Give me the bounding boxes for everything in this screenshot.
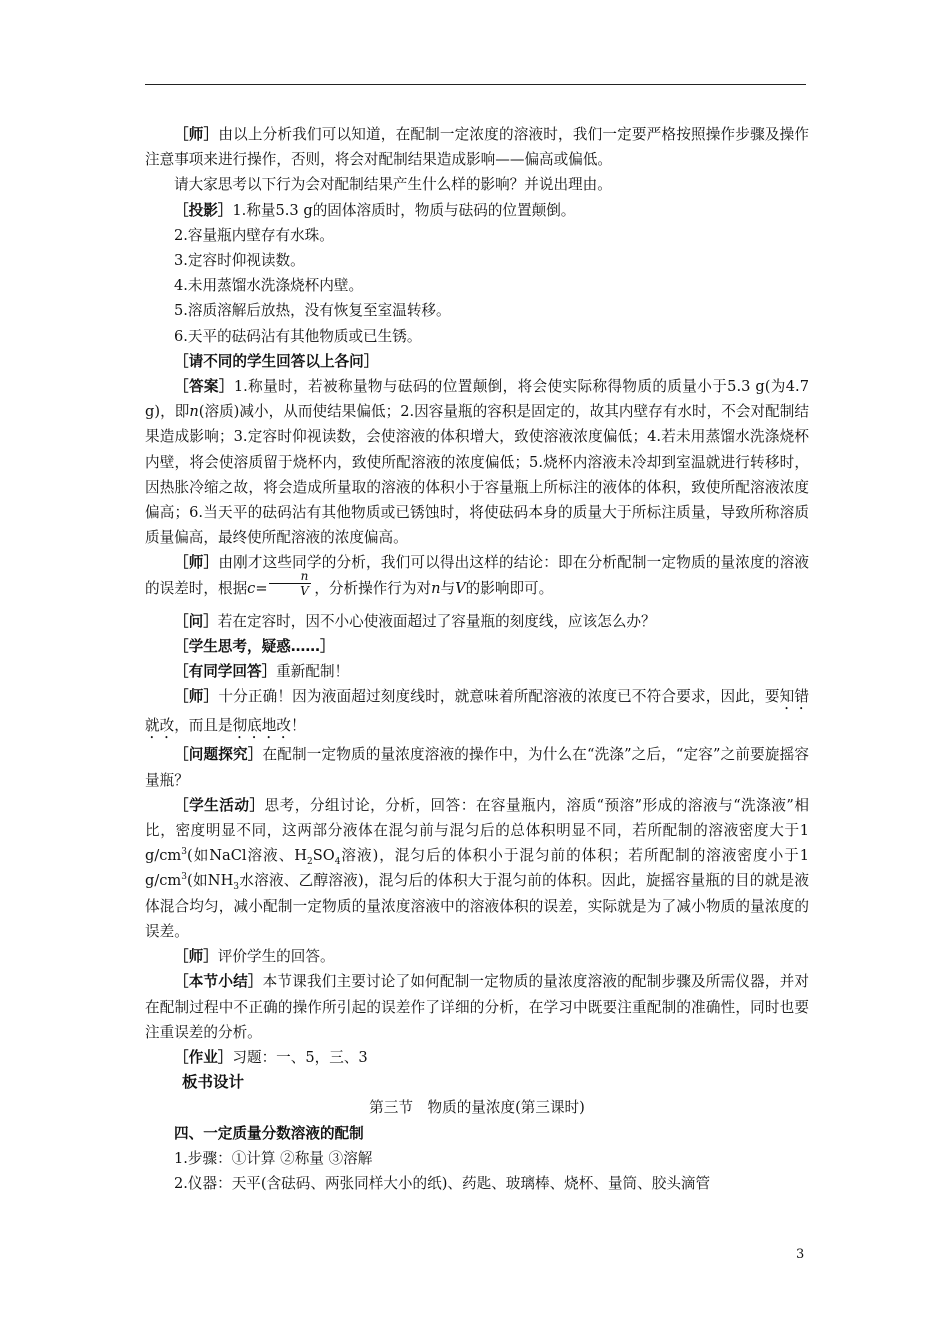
role-tag: ［学生活动］: [174, 796, 265, 814]
paragraph-teacher-1: ［师］由以上分析我们可以知道，在配制一定浓度的溶液时，我们一定要严格按照操作步骤及操作注意事项来进行操作，否则，将会对配制结果造成影响——偏高或偏低。: [145, 126, 809, 169]
role-tag: ［有同学回答］: [174, 663, 277, 681]
list-item: 6.天平的砝码沾有其他物质或已生锈。: [174, 327, 422, 345]
role-tag: ［师］: [174, 554, 219, 572]
board-instruments: 2.仪器：天平(含砝码、两张同样大小的纸)、药匙、玻璃棒、烧杯、量筒、胶头滴管: [174, 1174, 711, 1192]
document-body: [145, 122, 809, 1196]
paragraph-students-answer-prompt: ［请不同的学生回答以上各问］: [174, 352, 379, 370]
paragraph-student-reply: ［有同学回答］重新配制！: [174, 663, 350, 681]
role-tag: ［本节小结］: [174, 973, 263, 991]
header-rule: [145, 84, 806, 85]
paragraph-homework: ［作业］习题：一、5，三、3: [174, 1048, 368, 1066]
paragraph-student-activity: ［学生活动］思考，分组讨论，分析，回答：在容量瓶内，溶质“预溶”形成的溶液与“洗涤液”相比，密度明显不同，这两部分液体在混匀前与混匀后的总体积明显不同，若所配制的溶液密度大于1 $g/cm^3$(如NaCl溶液、$H_2SO_4$溶液)，混匀后的体积小于混匀前的体积；若所配制的溶液密度小于1 $g/cm^3$(如$NH_3$水溶液、乙醇溶液)，混匀后的体积大于混匀前的体积。因此，旋摇容量瓶的目的就是液体混合均匀，减小配制一定物质的量浓度溶液中的溶液体积的误差，实际就是为了减小物质的量浓度的误差。: [145, 796, 809, 940]
page-number: 3: [796, 1247, 805, 1262]
role-tag: ［问］: [174, 612, 218, 630]
paragraph-think: 请大家思考以下行为会对配制结果产生什么样的影响？并说出理由。: [174, 176, 612, 194]
role-tag: ［师］: [174, 688, 219, 706]
emphasis-text: 知错就改: [145, 688, 809, 735]
list-item: 3.定容时仰视读数。: [174, 252, 305, 270]
board-steps: 1.步骤：①计算 ②称量 ③溶解: [174, 1149, 373, 1167]
paragraph-answer: ［答案］1.称量时，若被称量物与砝码的位置颠倒，将会使实际称得物质的质量小于5.3 g(为4.7 g)，即n(溶质)减小，从而使结果偏低；2.因容量瓶的容积是固定的，故其内壁存有水时，不会对配制结果造成影响；3.定容时仰视读数，会使溶液的体积增大，致使溶液浓度偏低；4.若未用蒸馏水洗涤烧杯内壁，将会使溶质留于烧杯内，致使所配溶液的浓度偏低；5.烧杯内溶液未冷却到室温就进行转移时，因热胀冷缩之故，将会造成所量取的溶液的体积小于容量瓶上所标注的液体的体积，致使所配溶液浓度偏高；6.当天平的砝码沾有其他物质或已锈蚀时，将使砝码本身的质量大于所标注质量，导致所称溶质质量偏高，最终使所配溶液的浓度偏高。: [145, 378, 809, 547]
paragraph-students-think: ［学生思考，疑惑……］: [174, 638, 335, 656]
paragraph-teacher-evaluate: ［师］评价学生的回答。: [174, 948, 335, 966]
role-tag: ［问题探究］: [174, 746, 263, 764]
list-item: 4.未用蒸馏水洗涤烧杯内壁。: [174, 277, 364, 295]
fraction-n-over-v: $\frac{n}{V}$: [269, 569, 312, 598]
paragraph-projection: ［投影］1.称量5.3 g的固体溶质时，物质与砝码的位置颠倒。: [174, 201, 576, 219]
emphasis-text: 彻底地改: [232, 717, 291, 735]
paragraph-problem-inquiry: ［问题探究］在配制一定物质的量浓度溶液的操作中，为什么在“洗涤”之后，“定容”之前要旋摇容量瓶？: [145, 746, 809, 789]
paragraph-summary: ［本节小结］本节课我们主要讨论了如何配制一定物质的量浓度溶液的配制步骤及所需仪器，并对在配制过程中不正确的操作所引起的误差作了详细的分析，在学习中既要注重配制的准确性，同时也要注重误差的分析。: [145, 973, 809, 1041]
paragraph-teacher-correct: ［师］十分正确！因为液面超过刻度线时，就意味着所配溶液的浓度已不符合要求，因此，要知错就改，而且是彻底地改！: [145, 688, 809, 735]
list-item: 2.容量瓶内壁存有水珠。: [174, 226, 334, 244]
role-tag: ［师］: [174, 126, 219, 143]
list-item: 5.溶质溶解后放热，没有恢复至室温转移。: [174, 302, 451, 320]
role-tag: ［师］: [174, 948, 218, 966]
board-design-heading: 板书设计: [182, 1073, 245, 1092]
board-title: 第三节 物质的量浓度(第三课时): [369, 1099, 585, 1117]
role-tag: ［作业］: [174, 1048, 233, 1066]
role-tag: ［投影］: [174, 201, 233, 219]
board-section-heading: 四、一定质量分数溶液的配制: [174, 1124, 364, 1142]
role-tag: ［答案］: [174, 378, 234, 396]
paragraph-question: ［问］若在定容时，因不小心使液面超过了容量瓶的刻度线，应该怎么办？: [174, 612, 656, 630]
paragraph-teacher-conclusion: ［师］由刚才这些同学的分析，我们可以得出这样的结论：即在分析配制一定物质的量浓度的溶液的误差时，根据c= $\frac{n}{V}$ ，分析操作行为对n与V的影响即可。: [145, 554, 809, 599]
